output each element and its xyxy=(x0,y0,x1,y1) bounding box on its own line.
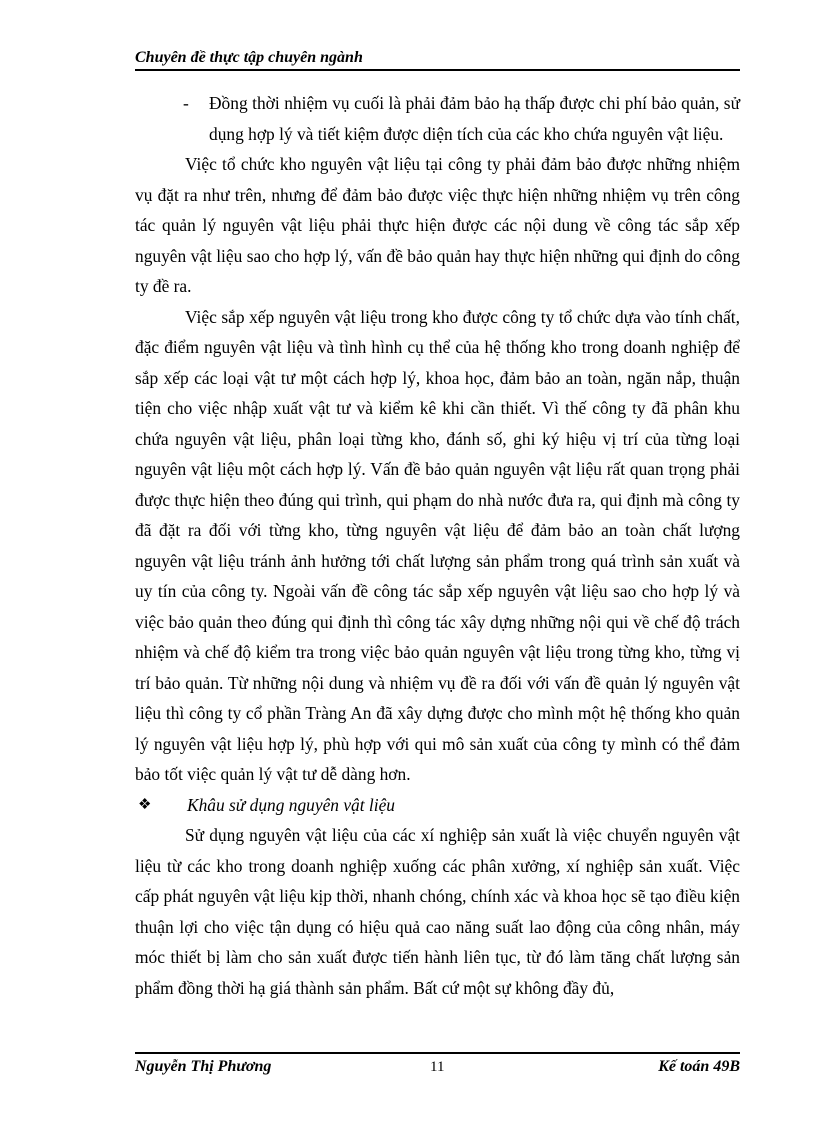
paragraph-material-usage: Sử dụng nguyên vật liệu của các xí nghiệp sản xuất là việc chuyển nguyên vật liệu từ các kho trong doanh nghiệp xuống các phân xưởng, xí nghiệp sản xuất. Việc cấp phát nguyên vật liệu kịp thời, nhanh chóng, chính xác và khoa học sẽ tạo điều kiện thuận lợi cho việc tận dụng có hiệu quả cao năng suất lao động của công nhân, máy móc thiết bị làm cho sản xuất được tiến hành liên tục, từ đó làm tăng chất lượng sản phẩm đồng thời hạ giá thành sản phẩm. Bất cứ một sự không đầy đủ, xyxy=(135,825,740,998)
page-footer xyxy=(135,1056,740,1078)
dash-bullet-text: Đồng thời nhiệm vụ cuối là phải đảm bảo hạ thấp được chi phí bảo quản, sử dụng hợp lý và tiết kiệm được diện tích của các kho chứa nguyên vật liệu. xyxy=(209,93,740,144)
section-heading-text: Khâu sử dụng nguyên vật liệu xyxy=(187,794,395,815)
document-body xyxy=(135,88,740,1003)
page-number: 11 xyxy=(430,1059,445,1075)
footer-rule xyxy=(135,1052,740,1054)
paragraph-warehouse-organization: Việc tổ chức kho nguyên vật liệu tại công ty phải đảm bảo được những nhiệm vụ đặt ra như trên, nhưng để đảm bảo được việc thực hiện những nhiệm vụ trên công tác quản lý nguyên vật liệu phải thực hiện được các nội dung về công tác sắp xếp nguyên vật liệu sao cho hợp lý, vấn đề bảo quản hay thực hiện những qui định do công ty đề ra. xyxy=(135,154,740,296)
footer-class-name: Kế toán 49B xyxy=(658,1058,740,1075)
diamond-bullet-icon: ❖ xyxy=(138,796,152,813)
dash-bullet-mark: - xyxy=(183,93,189,113)
page-header-title: Chuyên đề thực tập chuyên ngành xyxy=(135,49,363,66)
section-heading-material-usage xyxy=(135,790,740,821)
header-rule xyxy=(135,69,740,71)
footer-author: Nguyễn Thị Phương xyxy=(135,1058,272,1075)
dash-bullet-item xyxy=(135,88,740,149)
paragraph-material-arrangement: Việc sắp xếp nguyên vật liệu trong kho được công ty tổ chức dựa vào tính chất, đặc điểm nguyên vật liệu và tình hình cụ thể của hệ thống kho trong doanh nghiệp để sắp xếp các loại vật tư một cách hợp lý, khoa học, đảm bảo an toàn, ngăn nắp, thuận tiện cho việc nhập xuất vật tư và kiểm kê khi cần thiết. Vì thế công ty đã phân khu chứa nguyên vật liệu, phân loại từng kho, đánh số, ghi ký hiệu vị trí của từng loại nguyên vật liệu một cách hợp lý. Vấn đề bảo quản nguyên vật liệu rất quan trọng phải được thực hiện theo đúng qui trình, qui phạm do nhà nước đưa ra, qui định mà công ty đã đặt ra đối với từng kho, từng nguyên vật liệu để đảm bảo an toàn chất lượng nguyên vật liệu tránh ảnh hưởng tới chất lượng sản phẩm trong quá trình sản xuất và uy tín của công ty. Ngoài vấn đề công tác sắp xếp nguyên vật liệu sao cho hợp lý và việc bảo quản theo đúng qui định thì công tác xây dựng những nội qui về chế độ trách nhiệm và chế độ kiểm tra trong việc bảo quản nguyên vật liệu trong từng kho, từng vị trí bảo quản. Từ những nội dung và nhiệm vụ đề ra đối với vấn đề quản lý nguyên vật liệu thì công ty cổ phần Tràng An đã xây dựng được cho mình một hệ thống kho quản lý nguyên vật liệu hợp lý, phù hợp với qui mô sản xuất của công ty mình có thể đảm bảo tốt việc quản lý vật tư dễ dàng hơn. xyxy=(135,306,740,784)
